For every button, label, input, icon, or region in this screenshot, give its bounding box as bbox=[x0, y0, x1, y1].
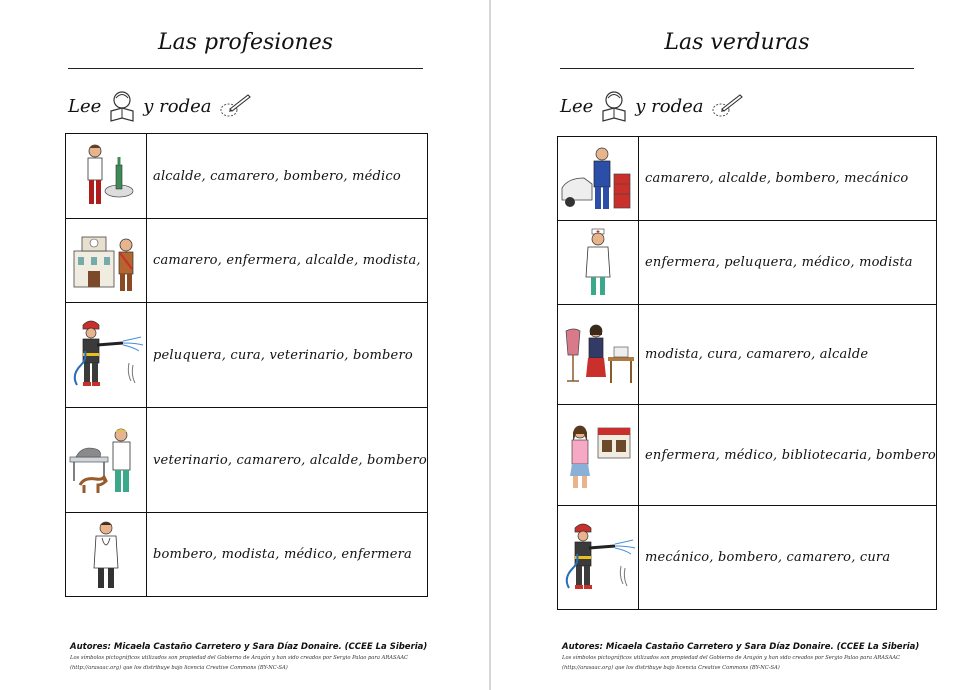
row-picture bbox=[66, 219, 147, 303]
row-picture bbox=[558, 506, 639, 610]
instruction-circle: y rodea bbox=[635, 95, 704, 117]
table-row bbox=[66, 408, 428, 513]
doctor-icon bbox=[86, 518, 126, 592]
row-picture bbox=[66, 303, 147, 408]
row-picture bbox=[66, 134, 147, 219]
row-picture bbox=[66, 408, 147, 513]
exercise-table bbox=[65, 133, 428, 597]
page-title: Las verduras bbox=[664, 30, 810, 55]
right-worksheet bbox=[491, 0, 979, 690]
row-picture bbox=[66, 513, 147, 597]
title-underline bbox=[560, 68, 914, 69]
table-row bbox=[558, 221, 937, 305]
word-options[interactable]: veterinario, camarero, alcalde, bombero bbox=[147, 408, 428, 513]
license-note-1: Los símbolos pictográficos utilizados son propiedad del Gobierno de Aragón y han sido creados por Sergio Palao para ARASAAC bbox=[70, 655, 409, 661]
read-icon bbox=[599, 89, 629, 123]
instruction-read: Lee bbox=[560, 95, 594, 117]
credits-footer bbox=[562, 642, 919, 672]
instruction-read: Lee bbox=[68, 95, 102, 117]
dressmaker-icon bbox=[558, 319, 638, 391]
word-options[interactable]: bombero, modista, médico, enfermera bbox=[147, 513, 428, 597]
left-worksheet bbox=[0, 0, 489, 690]
page-title: Las profesiones bbox=[157, 30, 334, 55]
title-underline bbox=[68, 68, 423, 69]
word-options[interactable]: enfermera, médico, bibliotecaria, bombero bbox=[639, 405, 937, 506]
authors-line: Autores: Micaela Castaño Carretero y Sara Díaz Donaire. (CCEE La Siberia) bbox=[562, 642, 920, 652]
table-row bbox=[66, 134, 428, 219]
firefighter-icon bbox=[559, 518, 637, 598]
word-options[interactable]: enfermera, peluquera, médico, modista bbox=[639, 221, 937, 305]
table-row bbox=[558, 305, 937, 405]
mayor-icon bbox=[70, 225, 142, 297]
authors-line: Autores: Micaela Castaño Carretero y Sara Díaz Donaire. (CCEE La Siberia) bbox=[70, 642, 428, 652]
license-note-2: (http://arasaac.org) que los distribuye bajo licencia Creative Commons (BY-NC-SA) bbox=[562, 665, 780, 671]
librarian-icon bbox=[562, 420, 634, 490]
circle-pencil-icon bbox=[710, 91, 744, 121]
instruction bbox=[68, 88, 252, 124]
row-picture bbox=[558, 405, 639, 506]
word-options[interactable]: mecánico, bombero, camarero, cura bbox=[639, 506, 937, 610]
table-row bbox=[558, 506, 937, 610]
license-note-2: (http://arasaac.org) que los distribuye bajo licencia Creative Commons (BY-NC-SA) bbox=[70, 665, 288, 671]
read-icon bbox=[107, 89, 137, 123]
table-row bbox=[66, 303, 428, 408]
exercise-table bbox=[557, 136, 937, 610]
word-options[interactable]: camarero, enfermera, alcalde, modista, bbox=[147, 219, 428, 303]
instruction bbox=[560, 88, 744, 124]
table-row bbox=[558, 405, 937, 506]
waiter-icon bbox=[75, 141, 137, 211]
table-row bbox=[558, 137, 937, 221]
row-picture bbox=[558, 305, 639, 405]
table-row bbox=[66, 219, 428, 303]
table-row bbox=[66, 513, 428, 597]
mechanic-icon bbox=[558, 144, 638, 214]
word-options[interactable]: alcalde, camarero, bombero, médico bbox=[147, 134, 428, 219]
firefighter-icon bbox=[67, 315, 145, 395]
license-note-1: Los símbolos pictográficos utilizados son propiedad del Gobierno de Aragón y han sido creados por Sergio Palao para ARASAAC bbox=[562, 655, 901, 661]
instruction-circle: y rodea bbox=[143, 95, 212, 117]
word-options[interactable]: modista, cura, camarero, alcalde bbox=[639, 305, 937, 405]
row-picture bbox=[558, 137, 639, 221]
nurse-icon bbox=[578, 227, 618, 299]
credits-footer bbox=[70, 642, 427, 672]
row-picture bbox=[558, 221, 639, 305]
veterinarian-icon bbox=[66, 423, 146, 497]
word-options[interactable]: peluquera, cura, veterinario, bombero bbox=[147, 303, 428, 408]
circle-pencil-icon bbox=[218, 91, 252, 121]
word-options[interactable]: camarero, alcalde, bombero, mecánico bbox=[639, 137, 937, 221]
